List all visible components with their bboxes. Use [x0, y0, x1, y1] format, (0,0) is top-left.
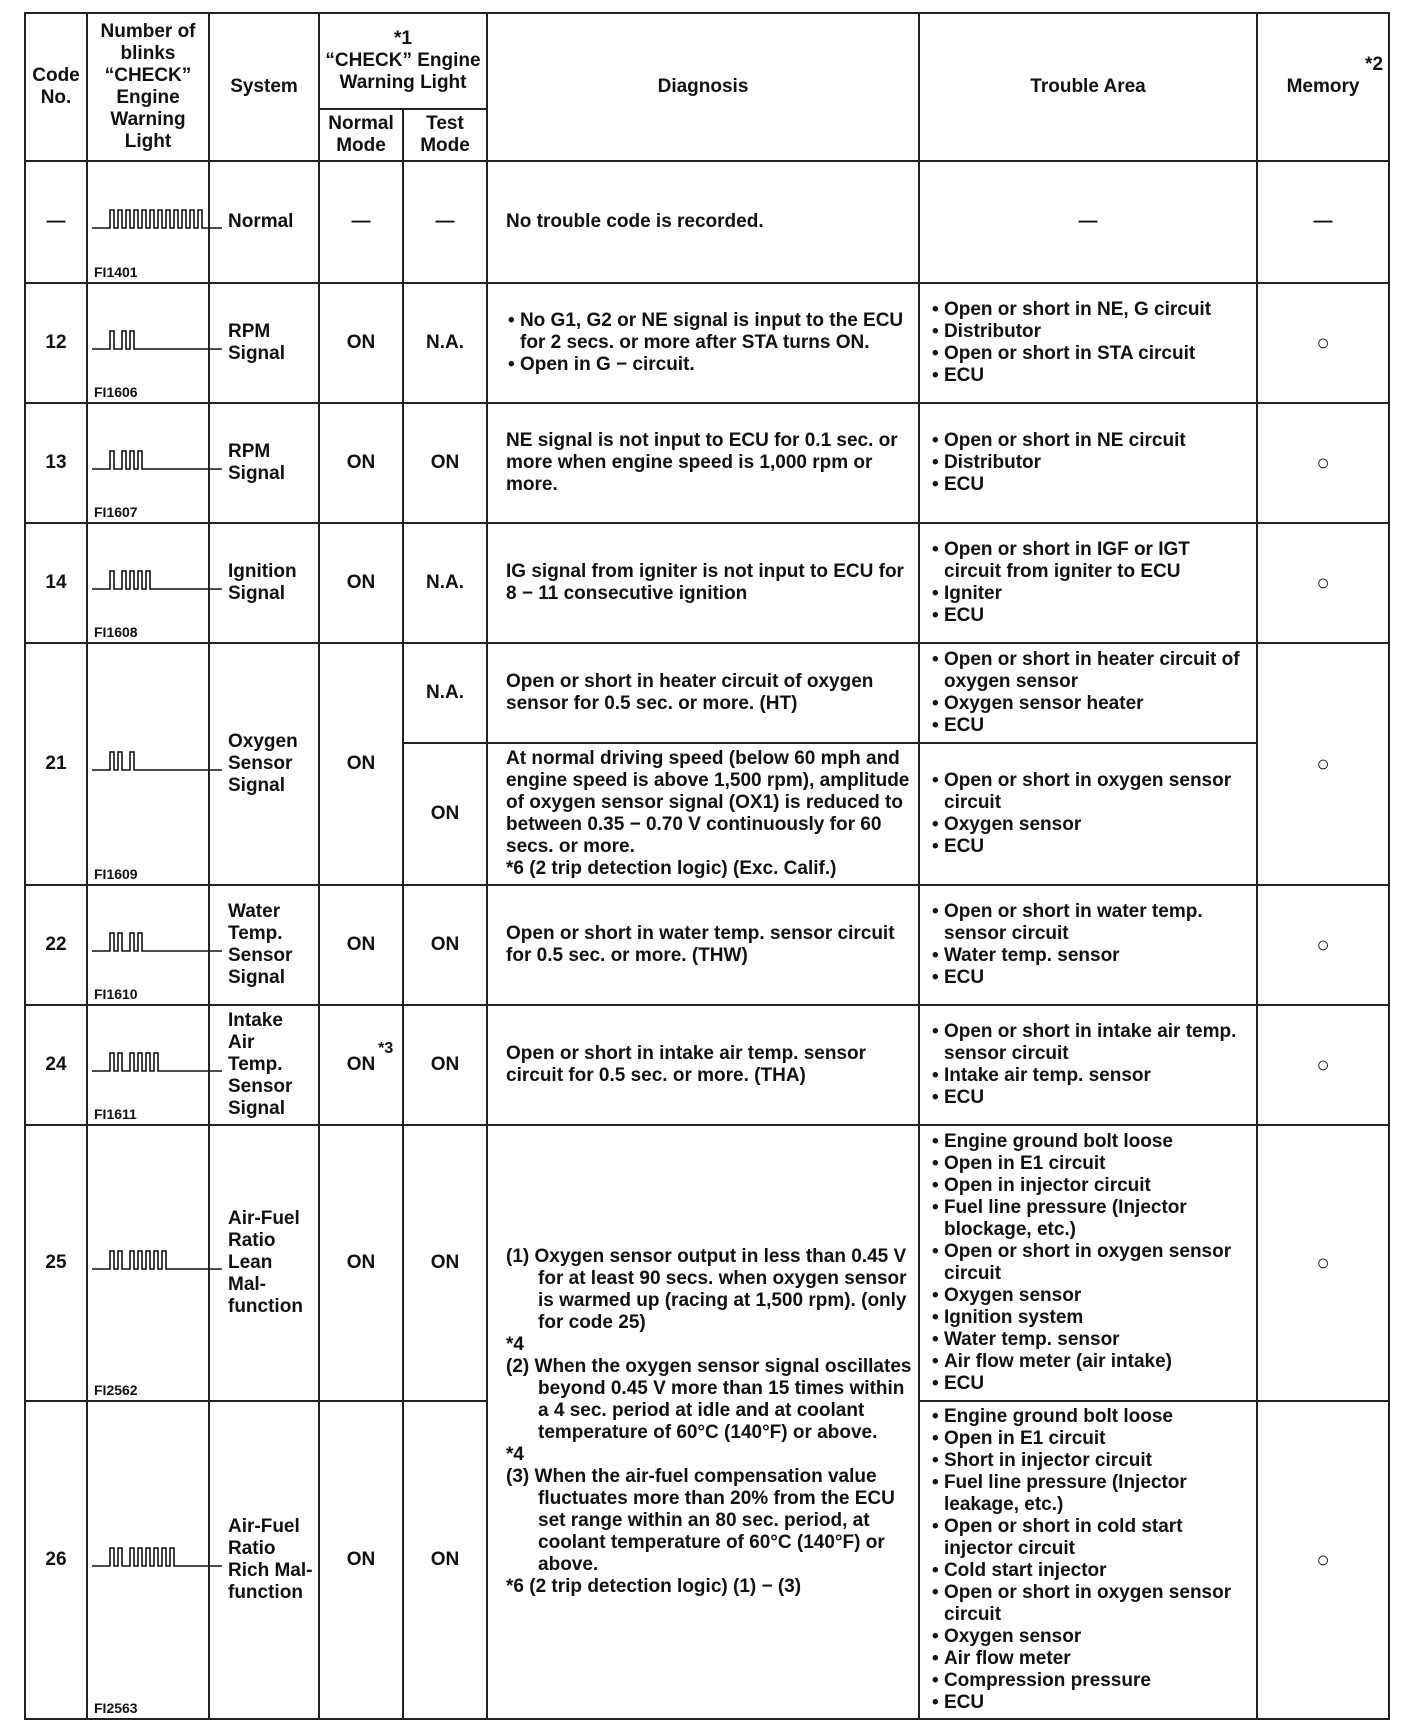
trouble-item: • ECU — [930, 1087, 1251, 1109]
test-mode-cell: N.A. — [403, 283, 487, 403]
normal-mode-cell: ON — [319, 885, 403, 1005]
trouble-area-cell — [919, 403, 1257, 523]
trouble-item: • Distributor — [930, 452, 1251, 474]
table-row — [25, 403, 1389, 523]
memory-cell: ○ — [1257, 283, 1389, 403]
normal-mode-cell: ON — [319, 283, 403, 403]
trouble-item: • Oxygen sensor heater — [930, 693, 1251, 715]
figure-id: FI1608 — [94, 624, 138, 640]
table-row — [25, 1125, 1389, 1401]
figure-id: FI2563 — [94, 1700, 138, 1716]
header-diagnosis: Diagnosis — [487, 13, 919, 161]
trouble-item: • ECU — [930, 967, 1251, 989]
test-mode-cell: ON — [403, 1401, 487, 1719]
header-memory-note: *2 — [1365, 54, 1384, 75]
normal-mode-cell: — — [319, 161, 403, 283]
memory-cell: ○ — [1257, 1401, 1389, 1719]
memory-cell: ○ — [1257, 523, 1389, 643]
trouble-item: • ECU — [930, 474, 1251, 496]
normal-mode-cell: ON — [319, 643, 403, 885]
trouble-area-cell — [919, 523, 1257, 643]
system-cell: Ignition Signal — [209, 523, 319, 643]
trouble-item: • ECU — [930, 715, 1251, 737]
diagnosis-item-2: (2) When the oxygen sensor signal oscillates beyond 0.45 V more than 15 times within a 4 sec. period at idle and at coolant temperature of 60°C (140°F) or above. — [506, 1356, 912, 1443]
trouble-item: • Open or short in heater circuit of oxygen sensor — [930, 649, 1251, 693]
system-cell: Air-Fuel Ratio Rich Mal- function — [209, 1401, 319, 1719]
trouble-item: • Open or short in cold start injector circuit — [930, 1516, 1251, 1560]
trouble-item: • Water temp. sensor — [930, 1329, 1251, 1351]
table-row — [25, 643, 1389, 743]
header-memory-label: Memory — [1286, 76, 1360, 97]
trouble-item: • Oxygen sensor — [930, 1626, 1251, 1648]
diagnosis-cell: IG signal from igniter is not input to ECU for 8 − 11 consecutive ignition — [487, 523, 919, 643]
blink-pattern-icon — [92, 748, 222, 774]
trouble-item: • Engine ground bolt loose — [930, 1131, 1251, 1153]
trouble-item: • Open or short in oxygen sensor circuit — [930, 1241, 1251, 1285]
memory-cell: ○ — [1257, 885, 1389, 1005]
trouble-item: • Distributor — [930, 321, 1251, 343]
blink-cell — [87, 643, 209, 885]
figure-id: FI1609 — [94, 866, 138, 882]
diagnosis-cell — [487, 283, 919, 403]
blink-pattern-icon — [92, 567, 222, 593]
blink-waveform — [92, 933, 222, 951]
header-code-no: Code No. — [25, 13, 87, 161]
memory-cell: ○ — [1257, 1125, 1389, 1401]
trouble-item: • Open in E1 circuit — [930, 1428, 1251, 1450]
code-cell: 12 — [25, 283, 87, 403]
header-test-mode: Test Mode — [403, 109, 487, 161]
trouble-item: • ECU — [930, 1692, 1251, 1714]
trouble-item: • ECU — [930, 1373, 1251, 1395]
test-mode-cell: ON — [403, 1005, 487, 1125]
code-cell: 26 — [25, 1401, 87, 1719]
trouble-area-cell — [919, 885, 1257, 1005]
blink-pattern-icon — [92, 1544, 222, 1570]
diagnosis-cell: Open or short in heater circuit of oxygen sensor for 0.5 sec. or more. (HT) — [487, 643, 919, 743]
header-check-note: *1 — [394, 28, 412, 49]
figure-id: FI1401 — [94, 264, 138, 280]
blink-waveform — [92, 451, 222, 469]
blink-pattern-icon — [92, 447, 222, 473]
memory-cell: — — [1257, 161, 1389, 283]
diagnosis-cell: Open or short in water temp. sensor circuit for 0.5 sec. or more. (THW) — [487, 885, 919, 1005]
normal-mode-cell: ON — [319, 403, 403, 523]
trouble-item: • Fuel line pressure (Injector blockage, etc.) — [930, 1197, 1251, 1241]
test-mode-cell: N.A. — [403, 643, 487, 743]
blink-waveform — [92, 331, 222, 349]
trouble-item: • Open or short in oxygen sensor circuit — [930, 1582, 1251, 1626]
normal-mode-cell — [319, 1005, 403, 1125]
trouble-item: • Open or short in intake air temp. sensor circuit — [930, 1021, 1251, 1065]
trouble-item: • ECU — [930, 365, 1251, 387]
diagnosis-item: • No G1, G2 or NE signal is input to the ECU for 2 secs. or more after STA turns ON. — [506, 310, 913, 354]
diagnosis-cell: No trouble code is recorded. — [487, 161, 919, 283]
trouble-item: • Air flow meter — [930, 1648, 1251, 1670]
trouble-item: • Open in E1 circuit — [930, 1153, 1251, 1175]
blink-waveform — [92, 1053, 222, 1071]
diagnosis-note: *6 (2 trip detection logic) (Exc. Calif.) — [506, 858, 837, 879]
table-row — [25, 283, 1389, 403]
test-mode-cell: ON — [403, 403, 487, 523]
blink-waveform — [92, 1548, 222, 1566]
trouble-area-cell — [919, 1401, 1257, 1719]
blink-waveform — [92, 571, 222, 589]
test-mode-cell: ON — [403, 885, 487, 1005]
diagnosis-text: At normal driving speed (below 60 mph and engine speed is above 1,500 rpm), amplitude of oxygen sensor signal (OX1) is reduced to between 0.35 − 0.70 V continuously for 60 secs. or more. — [506, 748, 910, 857]
system-cell: RPM Signal — [209, 403, 319, 523]
test-mode-cell: ON — [403, 743, 487, 885]
figure-id: FI1606 — [94, 384, 138, 400]
test-mode-cell: ON — [403, 1125, 487, 1401]
figure-id: FI1611 — [94, 1106, 137, 1122]
trouble-area-cell — [919, 1125, 1257, 1401]
code-cell: — — [25, 161, 87, 283]
diagnosis-item: • Open in G − circuit. — [506, 354, 913, 376]
normal-mode-cell: ON — [319, 1125, 403, 1401]
diagnosis-note-2: *4 — [506, 1444, 524, 1465]
figure-id: FI2562 — [94, 1382, 138, 1398]
trouble-item: • Ignition system — [930, 1307, 1251, 1329]
memory-cell: ○ — [1257, 643, 1389, 885]
header-memory — [1257, 13, 1389, 161]
code-cell: 25 — [25, 1125, 87, 1401]
blink-cell — [87, 1005, 209, 1125]
memory-cell: ○ — [1257, 1005, 1389, 1125]
trouble-area-cell — [919, 743, 1257, 885]
trouble-item: • Igniter — [930, 583, 1251, 605]
trouble-item: • Open or short in NE, G circuit — [930, 299, 1251, 321]
table-row — [25, 885, 1389, 1005]
diagnosis-note-1: *4 — [506, 1334, 524, 1355]
system-cell: Intake Air Temp. Sensor Signal — [209, 1005, 319, 1125]
diagnosis-note-3: *6 (2 trip detection logic) (1) − (3) — [506, 1576, 802, 1597]
trouble-item: • ECU — [930, 605, 1251, 627]
trouble-item: • Oxygen sensor — [930, 1285, 1251, 1307]
trouble-item: • ECU — [930, 836, 1251, 858]
blink-pattern-icon — [92, 327, 222, 353]
diagnosis-cell — [487, 743, 919, 885]
blink-cell — [87, 885, 209, 1005]
system-cell: Air-Fuel Ratio Lean Mal- function — [209, 1125, 319, 1401]
blink-cell — [87, 161, 209, 283]
trouble-area-cell — [919, 283, 1257, 403]
blink-cell — [87, 283, 209, 403]
code-cell: 14 — [25, 523, 87, 643]
trouble-item: • Engine ground bolt loose — [930, 1406, 1251, 1428]
trouble-item: • Open or short in water temp. sensor circuit — [930, 901, 1251, 945]
blink-cell — [87, 1401, 209, 1719]
diagnosis-cell: Open or short in intake air temp. sensor circuit for 0.5 sec. or more. (THA) — [487, 1005, 919, 1125]
trouble-item: • Open or short in NE circuit — [930, 430, 1251, 452]
diagnosis-cell: NE signal is not input to ECU for 0.1 sec. or more when engine speed is 1,000 rpm or more. — [487, 403, 919, 523]
code-cell: 13 — [25, 403, 87, 523]
trouble-area-cell: — — [919, 161, 1257, 283]
blink-pattern-icon — [92, 1049, 222, 1075]
figure-id: FI1610 — [94, 986, 138, 1002]
table-row — [25, 1005, 1389, 1125]
trouble-item: • Open or short in STA circuit — [930, 343, 1251, 365]
system-cell: Water Temp. Sensor Signal — [209, 885, 319, 1005]
trouble-item: • Open or short in oxygen sensor circuit — [930, 770, 1251, 814]
blink-pattern-icon — [92, 206, 222, 232]
header-check-light — [319, 13, 487, 109]
memory-cell: ○ — [1257, 403, 1389, 523]
code-cell: 22 — [25, 885, 87, 1005]
header-trouble-area: Trouble Area — [919, 13, 1257, 161]
system-cell: Oxygen Sensor Signal — [209, 643, 319, 885]
figure-id: FI1607 — [94, 504, 138, 520]
blink-cell — [87, 523, 209, 643]
normal-mode-value: ON — [346, 1054, 376, 1075]
system-cell: Normal — [209, 161, 319, 283]
trouble-item: • Fuel line pressure (Injector leakage, etc.) — [930, 1472, 1251, 1516]
blink-waveform — [92, 1251, 222, 1269]
trouble-item: • Cold start injector — [930, 1560, 1251, 1582]
test-mode-cell: N.A. — [403, 523, 487, 643]
blink-waveform — [92, 752, 222, 770]
blink-waveform — [92, 210, 222, 228]
blink-pattern-icon — [92, 1247, 222, 1273]
diagnosis-item-3: (3) When the air-fuel compensation value fluctuates more than 20% from the ECU set range within an 80 sec. period, at coolant temperature of 60°C (140°F) or above. — [506, 1466, 895, 1575]
code-cell: 21 — [25, 643, 87, 885]
trouble-item: • Open in injector circuit — [930, 1175, 1251, 1197]
diagnosis-item-1: (1) Oxygen sensor output in less than 0.45 V for at least 90 secs. when oxygen sensor is warmed up (racing at 1,500 rpm). (only for code 25) — [506, 1246, 907, 1333]
trouble-item: • Compression pressure — [930, 1670, 1251, 1692]
trouble-item: • Short in injector circuit — [930, 1450, 1251, 1472]
table-row — [25, 523, 1389, 643]
trouble-item: • Air flow meter (air intake) — [930, 1351, 1251, 1373]
blink-cell — [87, 1125, 209, 1401]
blink-cell — [87, 403, 209, 523]
test-mode-cell: — — [403, 161, 487, 283]
header-check-title: “CHECK” Engine Warning Light — [325, 50, 481, 93]
header-system: System — [209, 13, 319, 161]
table-row — [25, 161, 1389, 283]
trouble-item: • Water temp. sensor — [930, 945, 1251, 967]
diagnosis-cell-shared — [487, 1125, 919, 1719]
trouble-item: • Open or short in IGF or IGT circuit from igniter to ECU — [930, 539, 1251, 583]
trouble-item: • Intake air temp. sensor — [930, 1065, 1251, 1087]
trouble-item: • Oxygen sensor — [930, 814, 1251, 836]
normal-mode-note: *3 — [378, 1040, 394, 1057]
trouble-area-cell — [919, 643, 1257, 743]
diagnostic-code-table — [24, 12, 1390, 1720]
normal-mode-cell: ON — [319, 1401, 403, 1719]
header-normal-mode: Normal Mode — [319, 109, 403, 161]
code-cell: 24 — [25, 1005, 87, 1125]
system-cell: RPM Signal — [209, 283, 319, 403]
header-blinks: Number of blinks “CHECK” Engine Warning Light — [87, 13, 209, 161]
blink-pattern-icon — [92, 929, 222, 955]
trouble-area-cell — [919, 1005, 1257, 1125]
normal-mode-cell: ON — [319, 523, 403, 643]
